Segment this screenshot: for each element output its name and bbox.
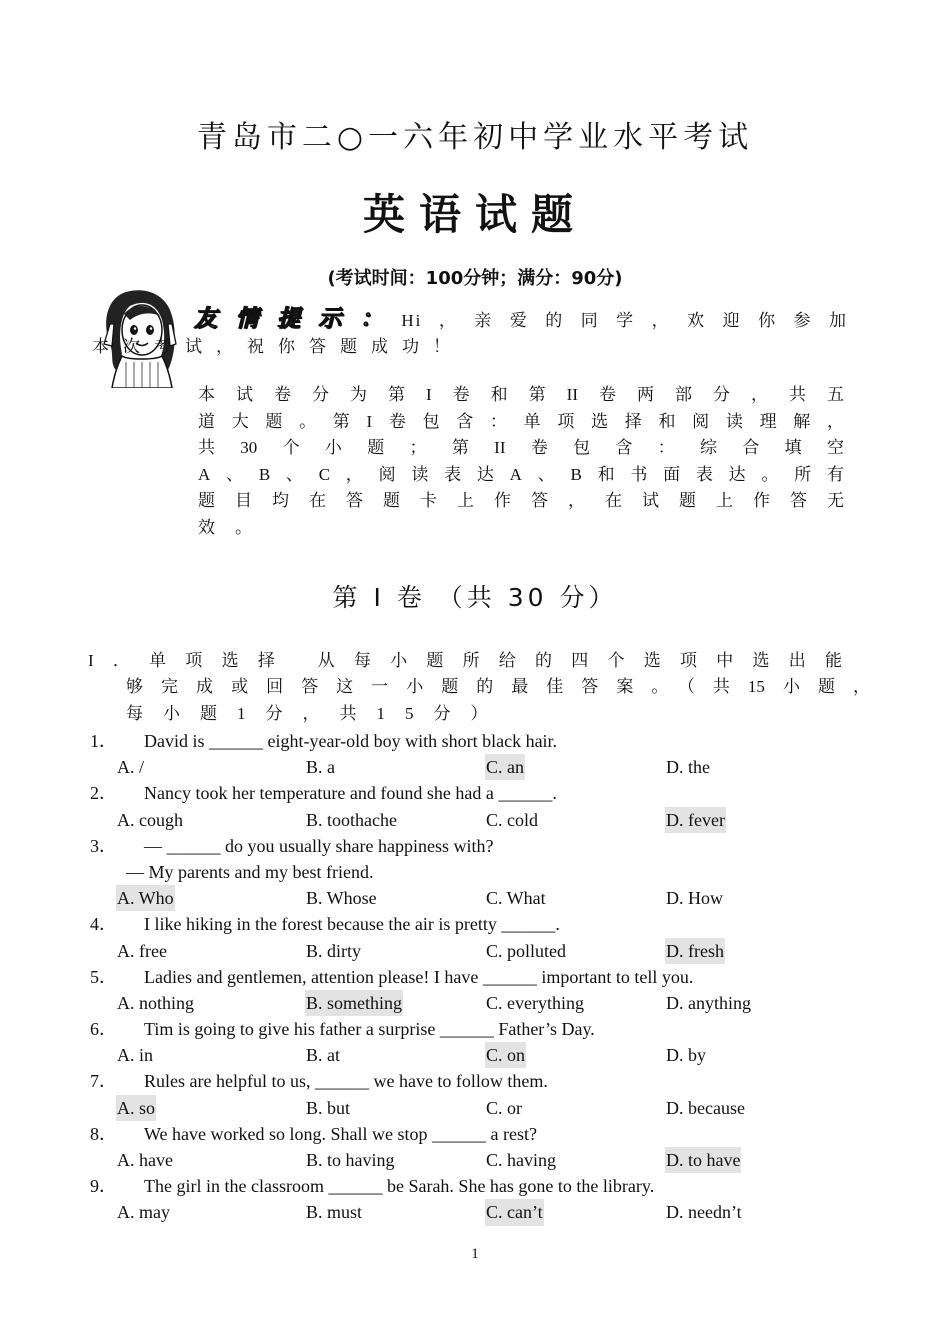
text-line: 每小题1分，共15分） — [126, 703, 508, 723]
answer-option[interactable]: A. have — [117, 1150, 173, 1170]
question-text: Tim is going to give his father a surprise ______ Father’s Day. — [144, 1019, 595, 1040]
answer-option-highlighted[interactable]: D. fever — [665, 807, 726, 833]
option-row — [90, 807, 890, 833]
answer-option-highlighted[interactable]: D. to have — [665, 1147, 741, 1173]
text-line: 效。 — [198, 517, 272, 537]
exam-info: (考试时间：100分钟；满分：90分) — [327, 268, 623, 289]
answer-option[interactable]: B. toothache — [306, 809, 397, 830]
text-line: A、B、C，阅读表达A、B和书面表达。所有 — [198, 464, 844, 484]
answer-option[interactable]: B. but — [306, 1097, 351, 1118]
question-stem — [90, 1068, 890, 1094]
option-row — [90, 885, 890, 911]
answer-option-highlighted[interactable]: A. Who — [116, 885, 175, 911]
question-stem — [90, 1173, 890, 1199]
question-text: The girl in the classroom ______ be Sarah. She has gone to the library. — [144, 1176, 655, 1197]
section-heading: 第 I 卷 （共 30 分） — [332, 583, 618, 612]
question-stem — [90, 911, 890, 937]
subject-title: 英语试题 — [362, 190, 587, 239]
answer-option[interactable]: B. a — [306, 757, 335, 778]
answer-option[interactable]: C. cold — [486, 809, 538, 830]
question-stem — [90, 728, 890, 754]
answer-option[interactable]: B. must — [306, 1202, 363, 1223]
answer-option[interactable]: A. / — [117, 757, 144, 778]
answer-option[interactable]: D. the — [666, 757, 710, 778]
option-row — [90, 938, 890, 964]
answer-option-highlighted[interactable]: A. so — [116, 1095, 156, 1121]
tip-heading: 友情提示： — [194, 306, 402, 332]
option-row — [90, 1095, 890, 1121]
answer-option[interactable]: D. anything — [666, 992, 751, 1013]
friendly-tip — [92, 306, 848, 360]
question-stem — [90, 1121, 890, 1147]
question-stem — [90, 780, 890, 806]
answer-option[interactable]: B. Whose — [306, 888, 377, 909]
answer-option[interactable]: A. in — [117, 1045, 153, 1066]
answer-option[interactable]: C. everything — [486, 992, 584, 1013]
instructions — [88, 648, 870, 727]
answer-option[interactable]: A. free — [117, 940, 167, 961]
page-number: 1 — [471, 1246, 479, 1262]
answer-option[interactable]: B. at — [306, 1045, 340, 1066]
answer-option-highlighted[interactable]: C. on — [485, 1042, 526, 1068]
answer-option[interactable]: D. How — [666, 888, 723, 909]
text-line: 题目均在答题卡上作答，在试题上作答无 — [198, 491, 844, 511]
question-stem — [90, 833, 890, 859]
answer-option[interactable]: C. What — [486, 888, 546, 909]
answer-option[interactable]: C. having — [486, 1150, 556, 1170]
answer-option[interactable]: B. to having — [306, 1150, 395, 1170]
question-stem — [90, 964, 890, 990]
option-row — [90, 1147, 890, 1173]
text-line: I．单项选择 从每小题所给的四个选项中选出能 — [88, 651, 842, 670]
answer-option[interactable]: C. or — [486, 1097, 522, 1118]
answer-option-highlighted[interactable]: C. can’t — [485, 1199, 544, 1225]
question-number: 3． — [90, 835, 117, 856]
answer-option[interactable]: D. by — [666, 1045, 706, 1066]
question-stem — [90, 1016, 890, 1042]
answer-option-highlighted[interactable]: B. something — [305, 990, 403, 1016]
answer-option-highlighted[interactable]: D. fresh — [665, 938, 725, 964]
question-text: Rules are helpful to us, ______ we have to follow them. — [144, 1071, 548, 1092]
question-number: 2． — [90, 783, 117, 804]
question-number: 1． — [90, 731, 117, 751]
option-row — [90, 1199, 890, 1225]
question-number: 5． — [90, 966, 117, 987]
intro-paragraph — [198, 382, 844, 542]
question-reply: — My parents and my best friend. — [126, 861, 374, 882]
answer-option[interactable]: A. may — [117, 1202, 170, 1223]
question-text: Nancy took her temperature and found she had a ______. — [144, 783, 557, 804]
option-row — [90, 990, 890, 1016]
answer-option[interactable]: C. polluted — [486, 940, 566, 961]
option-row — [90, 754, 890, 780]
question-text: David is ______ eight-year-old boy with short black hair. — [144, 731, 558, 751]
question-number: 8． — [90, 1123, 117, 1144]
tip-line — [92, 306, 848, 334]
question-number: 6． — [90, 1019, 117, 1040]
text-line: 够完成或回答这一小题的最佳答案。（共15小题， — [126, 677, 870, 697]
text-line: 道大题。第I卷包含：单项选择和阅读理解， — [198, 411, 844, 431]
question-number: 7． — [90, 1071, 117, 1092]
answer-option[interactable]: D. needn’t — [666, 1202, 742, 1223]
answer-option-highlighted[interactable]: C. an — [485, 754, 525, 780]
answer-option[interactable]: B. dirty — [306, 940, 362, 961]
question-number: 9． — [90, 1176, 117, 1197]
question-text: — ______ do you usually share happiness with? — [144, 835, 494, 856]
answer-option[interactable]: D. because — [666, 1097, 745, 1118]
text-line: 本试卷分为第I卷和第II卷两部分，共五 — [198, 385, 844, 404]
question-text: I like hiking in the forest because the air is pretty ______. — [144, 914, 560, 935]
answer-option[interactable]: A. cough — [117, 809, 183, 830]
question-text: Ladies and gentlemen, attention please! I have ______ important to tell you. — [144, 966, 694, 987]
text-line: 共30个小题；第II卷包含：综合填空 — [198, 438, 844, 458]
tip-text-2: 本次考试，祝你答题成功！ — [92, 337, 464, 356]
question-text: We have worked so long. Shall we stop ______ a rest? — [144, 1123, 537, 1144]
option-row — [90, 1042, 890, 1068]
answer-option[interactable]: A. nothing — [117, 992, 195, 1013]
question-list — [90, 728, 890, 1226]
question-number: 4． — [90, 914, 117, 935]
exam-title: 青岛市二○一六年初中学业水平考试 — [196, 120, 754, 155]
tip-text-1: Hi，亲爱的同学，欢迎你参加 — [401, 311, 849, 330]
